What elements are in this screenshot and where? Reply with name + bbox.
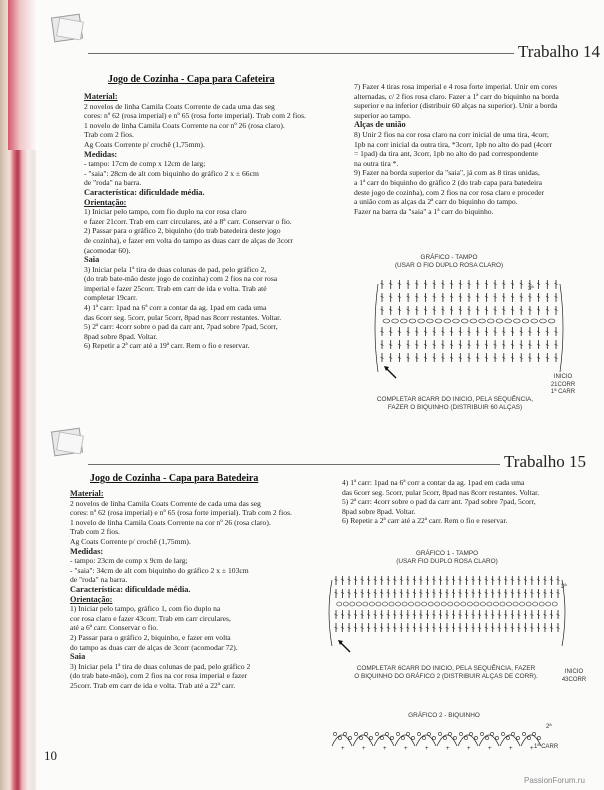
instruction-line: (acomodar 60). <box>84 245 131 255</box>
chart-15b-row-label: 2ª <box>546 724 552 730</box>
instruction-line: imperial e fazer 25corr. Trab em carr de ida e volta. Trab até <box>84 283 267 293</box>
chain-mark <box>480 602 485 606</box>
chart-15-title: GRÁFICO 1 - TAMPO (USAR FIO DUPLO ROSA CLARO) <box>396 550 498 565</box>
chain-mark <box>500 602 505 606</box>
title-14: Jogo de Cozinha - Capa para Cafeteira <box>108 74 275 85</box>
instruction-line: 9) Fazer na borda superior da "saia", já com as 8 tiras unidas, <box>354 168 540 178</box>
chain-mark <box>337 602 342 606</box>
stitch-plus: + <box>404 746 408 752</box>
instruction-line: 6) Repetir a 2ª carr até a 19ª carr. Rem o fio e reservar. <box>84 341 250 351</box>
instruction-line: completar 19carr. <box>84 293 138 303</box>
chain-mark <box>454 602 459 606</box>
instruction-line: 2 novelos de linha Camila Coats Corrente de cada uma das seg <box>84 101 275 111</box>
instruction-line: deste jogo de cozinha), com 2 fios na cor rosa claro e proceder <box>354 187 544 197</box>
chain-mark <box>474 736 477 739</box>
chain-mark <box>516 736 519 739</box>
chart-15-row-label: 3ª <box>561 584 567 590</box>
chain-mark <box>406 732 409 735</box>
chain-mark <box>539 602 544 606</box>
instruction-line: de "roda" na barra. <box>84 178 142 188</box>
chain-mark <box>448 732 451 735</box>
crochet-chart-tampo-15 <box>328 570 570 656</box>
instruction-line: Material: <box>84 92 118 101</box>
instruction-line: 6) Repetir a 2ª carr até a 22ª carr. Rem o fio e reservar. <box>342 516 508 526</box>
magazine-page <box>38 0 604 790</box>
chain-mark <box>527 736 530 739</box>
chain-mark <box>383 319 390 323</box>
instruction-line: cores: nº 62 (rosa imperial) e nº 65 (rosa forte imperial). Trab com 2 fios. <box>84 111 306 121</box>
chain-mark <box>409 602 414 606</box>
stitch-plus: + <box>362 746 366 752</box>
chain-mark <box>400 319 407 323</box>
chart-15b-start-label: 1ª CARR <box>534 744 559 750</box>
instructions-14-right <box>354 82 604 216</box>
stitch-plus: + <box>383 746 387 752</box>
chain-mark <box>520 602 525 606</box>
chain-mark <box>401 736 404 739</box>
chain-mark <box>531 319 538 323</box>
chain-mark <box>359 736 362 739</box>
chain-mark <box>480 732 483 735</box>
chain-mark <box>522 732 525 735</box>
instruction-line: de cozinha), e fazer em volta do tampo as duas carr de alças de 3corr <box>84 235 293 245</box>
instructions-15-left <box>70 489 332 690</box>
page-number: 10 <box>44 748 57 763</box>
instruction-line: das 6corr seg. 5corr, pular 5corr, 8pad nas 8corr restantes. Voltar. <box>342 487 540 497</box>
chain-mark <box>418 319 425 323</box>
chain-mark <box>348 736 351 739</box>
chain-mark <box>470 319 477 323</box>
instruction-line: - "saia": 34cm de alt com biquinho do gráfico 2 x ± 103cm <box>70 565 249 575</box>
chain-mark <box>380 736 383 739</box>
chain-mark <box>356 602 361 606</box>
instruction-line: Ag Coats Corrente p/ crochê (1,75mm). <box>84 139 205 149</box>
instruction-line: de "roda" na barra. <box>70 575 128 585</box>
turn-arc <box>329 580 332 646</box>
chart-15-start-label: INICIO 43CORR <box>561 669 587 683</box>
chain-mark <box>343 602 348 606</box>
instruction-line: 2) Passar para o gráfico 2, biquinho (do trab batedeira deste jogo <box>84 226 281 236</box>
instruction-line: 2) Passar para o gráfico 2, biquinho, e fazer em volta <box>70 632 231 642</box>
instruction-line: - tampo: 23cm de comp x 9cm de larg; <box>70 556 188 566</box>
chain-mark <box>417 732 420 735</box>
stitch-plus: + <box>467 746 471 752</box>
chain-mark <box>513 602 518 606</box>
instruction-line: 1) Iniciar pelo tampo, com fio duplo na cor rosa claro <box>84 207 247 217</box>
chain-mark <box>396 602 401 606</box>
instruction-line: superior e na inferior (distribuir 60 alças na superior). Unir a borda <box>354 101 558 111</box>
chain-mark <box>389 602 394 606</box>
magazine-spine-cover <box>8 0 38 150</box>
chain-mark <box>375 732 378 735</box>
chain-mark <box>422 736 425 739</box>
crochet-chart-biquinho <box>326 720 550 756</box>
instruction-line: a 1ª carr do biquinho do gráfico 2 (do trab capa para batedeira <box>354 177 543 187</box>
chart-15-note: COMPLETAR 6CARR DO INICIO, PELA SEQUÊNCIA, FAZER O BIQUINHO DO GRÁFICO 2 (DISTRIBUIR ALÇAS DE CORR). <box>354 665 538 680</box>
chain-mark <box>402 602 407 606</box>
chain-mark <box>444 319 451 323</box>
chain-mark <box>333 732 336 735</box>
chain-mark <box>409 319 416 323</box>
instruction-line: Característica: dificuldade média. <box>84 187 205 197</box>
chain-mark <box>427 319 434 323</box>
instruction-line: a união com as alças da 2ª carr do biquinho do tampo. <box>354 197 518 207</box>
instruction-line: (do trab bate-mão), com 2 fios na cor rosa imperial e fazer <box>70 671 248 681</box>
instruction-line: do tampo as duas carr de alças de 3corr (acomodar 72). <box>70 642 238 652</box>
instruction-line: 4) 1ª carr: 1pad na 6ª corr a contar da ag. 1pad em cada uma <box>84 303 267 313</box>
needlework-icon <box>48 426 88 458</box>
instruction-line: 5) 2ª carr: 4corr sobre o pad da carr ant, 7pad sobre 7pad, 5corr, <box>84 322 278 332</box>
turn-arc <box>375 284 378 372</box>
instruction-line: Fazer na barra da "saia" a 1ª carr do biquinho. <box>354 206 494 216</box>
chain-mark <box>364 732 367 735</box>
chain-mark <box>422 602 427 606</box>
chain-mark <box>396 732 399 735</box>
chain-mark <box>487 319 494 323</box>
section-header-14: Trabalho 14 <box>518 42 601 61</box>
instruction-line: na outra tira *. <box>354 158 399 168</box>
chain-mark <box>392 319 399 323</box>
instruction-line: até a 6ª carr. Conservar o fio. <box>70 623 159 633</box>
chain-mark <box>435 319 442 323</box>
instruction-line: 4) 1ª carr: 1pad na 6ª corr a contar da ag. 1pad em cada uma <box>342 478 525 487</box>
chain-mark <box>363 602 368 606</box>
turn-arc <box>560 284 563 372</box>
instruction-line: Material: <box>70 489 104 498</box>
chain-mark <box>526 602 531 606</box>
instruction-line: - tampo: 17cm de comp x 12cm de larg; <box>84 159 206 169</box>
instruction-line: 1 novelo de linha Camila Coats Corrente na cor nº 26 (rosa claro). <box>70 517 271 527</box>
instruction-line: Trab com 2 fios. <box>84 130 134 140</box>
chain-mark <box>461 319 468 323</box>
stitch-plus: + <box>425 746 429 752</box>
stitch-plus: + <box>509 746 513 752</box>
instruction-line: Medidas: <box>84 149 118 159</box>
chain-mark <box>354 732 357 735</box>
instruction-line: = 1pad) da tira ant, 3corr, 1pb no alto do pad correspondente <box>354 149 538 159</box>
chain-mark <box>432 736 435 739</box>
instruction-line: (do trab bate-mão deste jogo de cozinha) com 2 fios na cor rosa <box>84 274 278 284</box>
chain-mark <box>459 732 462 735</box>
stitch-plus: + <box>341 746 345 752</box>
instruction-line: Saia <box>84 255 100 265</box>
instruction-line: Saia <box>70 652 86 662</box>
chain-mark <box>411 736 414 739</box>
chain-mark <box>390 736 393 739</box>
chart-14-note: COMPLETAR 8CARR DO INICIO, PELA SEQUÊNCIA, FAZER O BIQUINHO (DISTRIBUIR 60 ALÇAS) <box>376 396 534 411</box>
chain-mark <box>464 736 467 739</box>
chain-mark <box>469 732 472 735</box>
chain-mark <box>415 602 420 606</box>
chain-mark <box>493 602 498 606</box>
chain-mark <box>369 736 372 739</box>
chain-mark <box>385 732 388 735</box>
chain-mark <box>532 732 535 735</box>
instruction-line: superior ao tampo. <box>354 110 411 120</box>
instruction-line: Ag Coats Corrente p/ crochê (1,75mm). <box>70 536 191 546</box>
instruction-line: 8) Unir 2 fios na cor rosa claro na corr inicial de uma tira, 4corr, <box>354 129 549 139</box>
instruction-line: cores: nº 62 (rosa imperial) e nº 65 (rosa forte imperial). Trab com 2 fios. <box>70 508 292 518</box>
chain-mark <box>485 736 488 739</box>
instruction-line: 3) Iniciar pela 1ª tira de duas colunas de pad, pelo gráfico 2, <box>84 264 267 274</box>
instruction-line: 1) Iniciar pelo tampo, gráfico 1, com fio duplo na <box>70 604 221 614</box>
instruction-line: Medidas: <box>70 546 104 556</box>
instruction-line: 1pb na corr inicial da outra tira, *3corr, 1pb no alto do pad (4corr <box>354 139 553 149</box>
instruction-line: e fazer 21corr. Trab em carr circulares, até a 8ª carr. Conservar o fio. <box>84 216 292 226</box>
instructions-14-left <box>84 92 346 351</box>
chain-mark <box>453 736 456 739</box>
stitch-plus: + <box>446 746 450 752</box>
instruction-line: 5) 2ª carr: 4corr sobre o pad da carr ant. 7pad sobre 7pad, 5corr, <box>342 497 536 507</box>
chain-mark <box>435 602 440 606</box>
instruction-line: Trab com 2 fios. <box>70 527 120 537</box>
instruction-line: 3) Iniciar pela 1ª tira de duas colunas de pad, pelo gráfico 2 <box>70 661 251 671</box>
instruction-line: Orientação: <box>84 197 127 207</box>
chain-mark <box>506 736 509 739</box>
chain-mark <box>540 319 547 323</box>
chain-mark <box>448 602 453 606</box>
chain-mark <box>382 602 387 606</box>
chain-mark <box>514 319 521 323</box>
chain-mark <box>487 602 492 606</box>
chain-mark <box>441 602 446 606</box>
chain-mark <box>343 732 346 735</box>
instruction-line: - "saia": 28cm de alt com biquinho do gráfico 2 x ± 66cm <box>84 168 259 178</box>
chain-mark <box>427 732 430 735</box>
instruction-line: 1 novelo de linha Camila Coats Corrente na cor nº 26 (rosa claro). <box>84 120 285 130</box>
chain-mark <box>338 736 341 739</box>
chart-14-title: GRÁFICO - TAMPO (USAR O FIO DUPLO ROSA CLARO) <box>394 254 504 269</box>
instruction-line: 8pad sobre 8pad. Voltar. <box>342 506 416 516</box>
stitch-plus: + <box>488 746 492 752</box>
chain-mark <box>501 732 504 735</box>
section-rule-15 <box>88 464 500 465</box>
instruction-line: 25corr. Trab em carr de ida e volta. Trab até a 22ª carr. <box>70 680 236 690</box>
chain-mark <box>428 602 433 606</box>
instruction-line: das 6corr seg. 5corr, pular 5corr, 8pad nas 8corr restantes. Voltar. <box>84 312 282 322</box>
chain-mark <box>467 602 472 606</box>
instruction-line: Alças de união <box>354 120 406 130</box>
chain-mark <box>507 602 512 606</box>
chain-mark <box>546 602 551 606</box>
chain-mark <box>376 602 381 606</box>
instruction-line: Orientação: <box>70 594 113 604</box>
chart-14-start-label: INICIO 21CORR 1ª CARR <box>550 374 576 395</box>
chain-mark <box>496 319 503 323</box>
chain-mark <box>511 732 514 735</box>
chain-mark <box>369 602 374 606</box>
section-header-15: Trabalho 15 <box>504 452 587 471</box>
chain-mark <box>461 602 466 606</box>
stitch-plus: + <box>530 746 534 752</box>
chain-mark <box>505 319 512 323</box>
chain-mark <box>533 602 538 606</box>
chain-mark <box>548 319 555 323</box>
chain-mark <box>495 736 498 739</box>
chain-mark <box>443 736 446 739</box>
chain-mark <box>350 602 355 606</box>
direction-arrow <box>340 642 350 652</box>
section-rule-14 <box>88 53 514 54</box>
instruction-line: 2 novelos de linha Camila Coats Corrente de cada uma das seg <box>70 498 261 508</box>
direction-arrow <box>386 368 396 378</box>
chain-mark <box>453 319 460 323</box>
chain-mark <box>474 602 479 606</box>
chain-mark <box>490 732 493 735</box>
chart-15b-title: GRÁFICO 2 - BIQUINHO <box>408 712 480 719</box>
chain-mark <box>537 736 540 739</box>
title-15: Jogo de Cozinha - Capa para Batedeira <box>90 473 259 484</box>
chain-mark <box>438 732 441 735</box>
instruction-line: Característica: dificuldade média. <box>70 584 191 594</box>
instructions-15-right <box>342 478 602 526</box>
instruction-line: 7) Fazer 4 tiras rosa imperial e 4 rosa forte imperial. Unir em cores <box>354 82 558 91</box>
chain-mark <box>552 602 557 606</box>
instruction-line: alternadas, c/ 2 fios rosa claro. Fazer a 1ª carr do biquinho na borda <box>354 91 559 101</box>
chart-14-row-label: 3ª <box>528 286 534 292</box>
instruction-line: cor rosa claro e fazer 43corr. Trab em carr circulares, <box>70 613 231 623</box>
watermark: PassionForum.ru <box>524 776 585 785</box>
needlework-icon <box>48 12 88 44</box>
chain-mark <box>522 319 529 323</box>
instruction-line: 8pad sobre 8pad. Voltar. <box>84 331 158 341</box>
chain-mark <box>479 319 486 323</box>
